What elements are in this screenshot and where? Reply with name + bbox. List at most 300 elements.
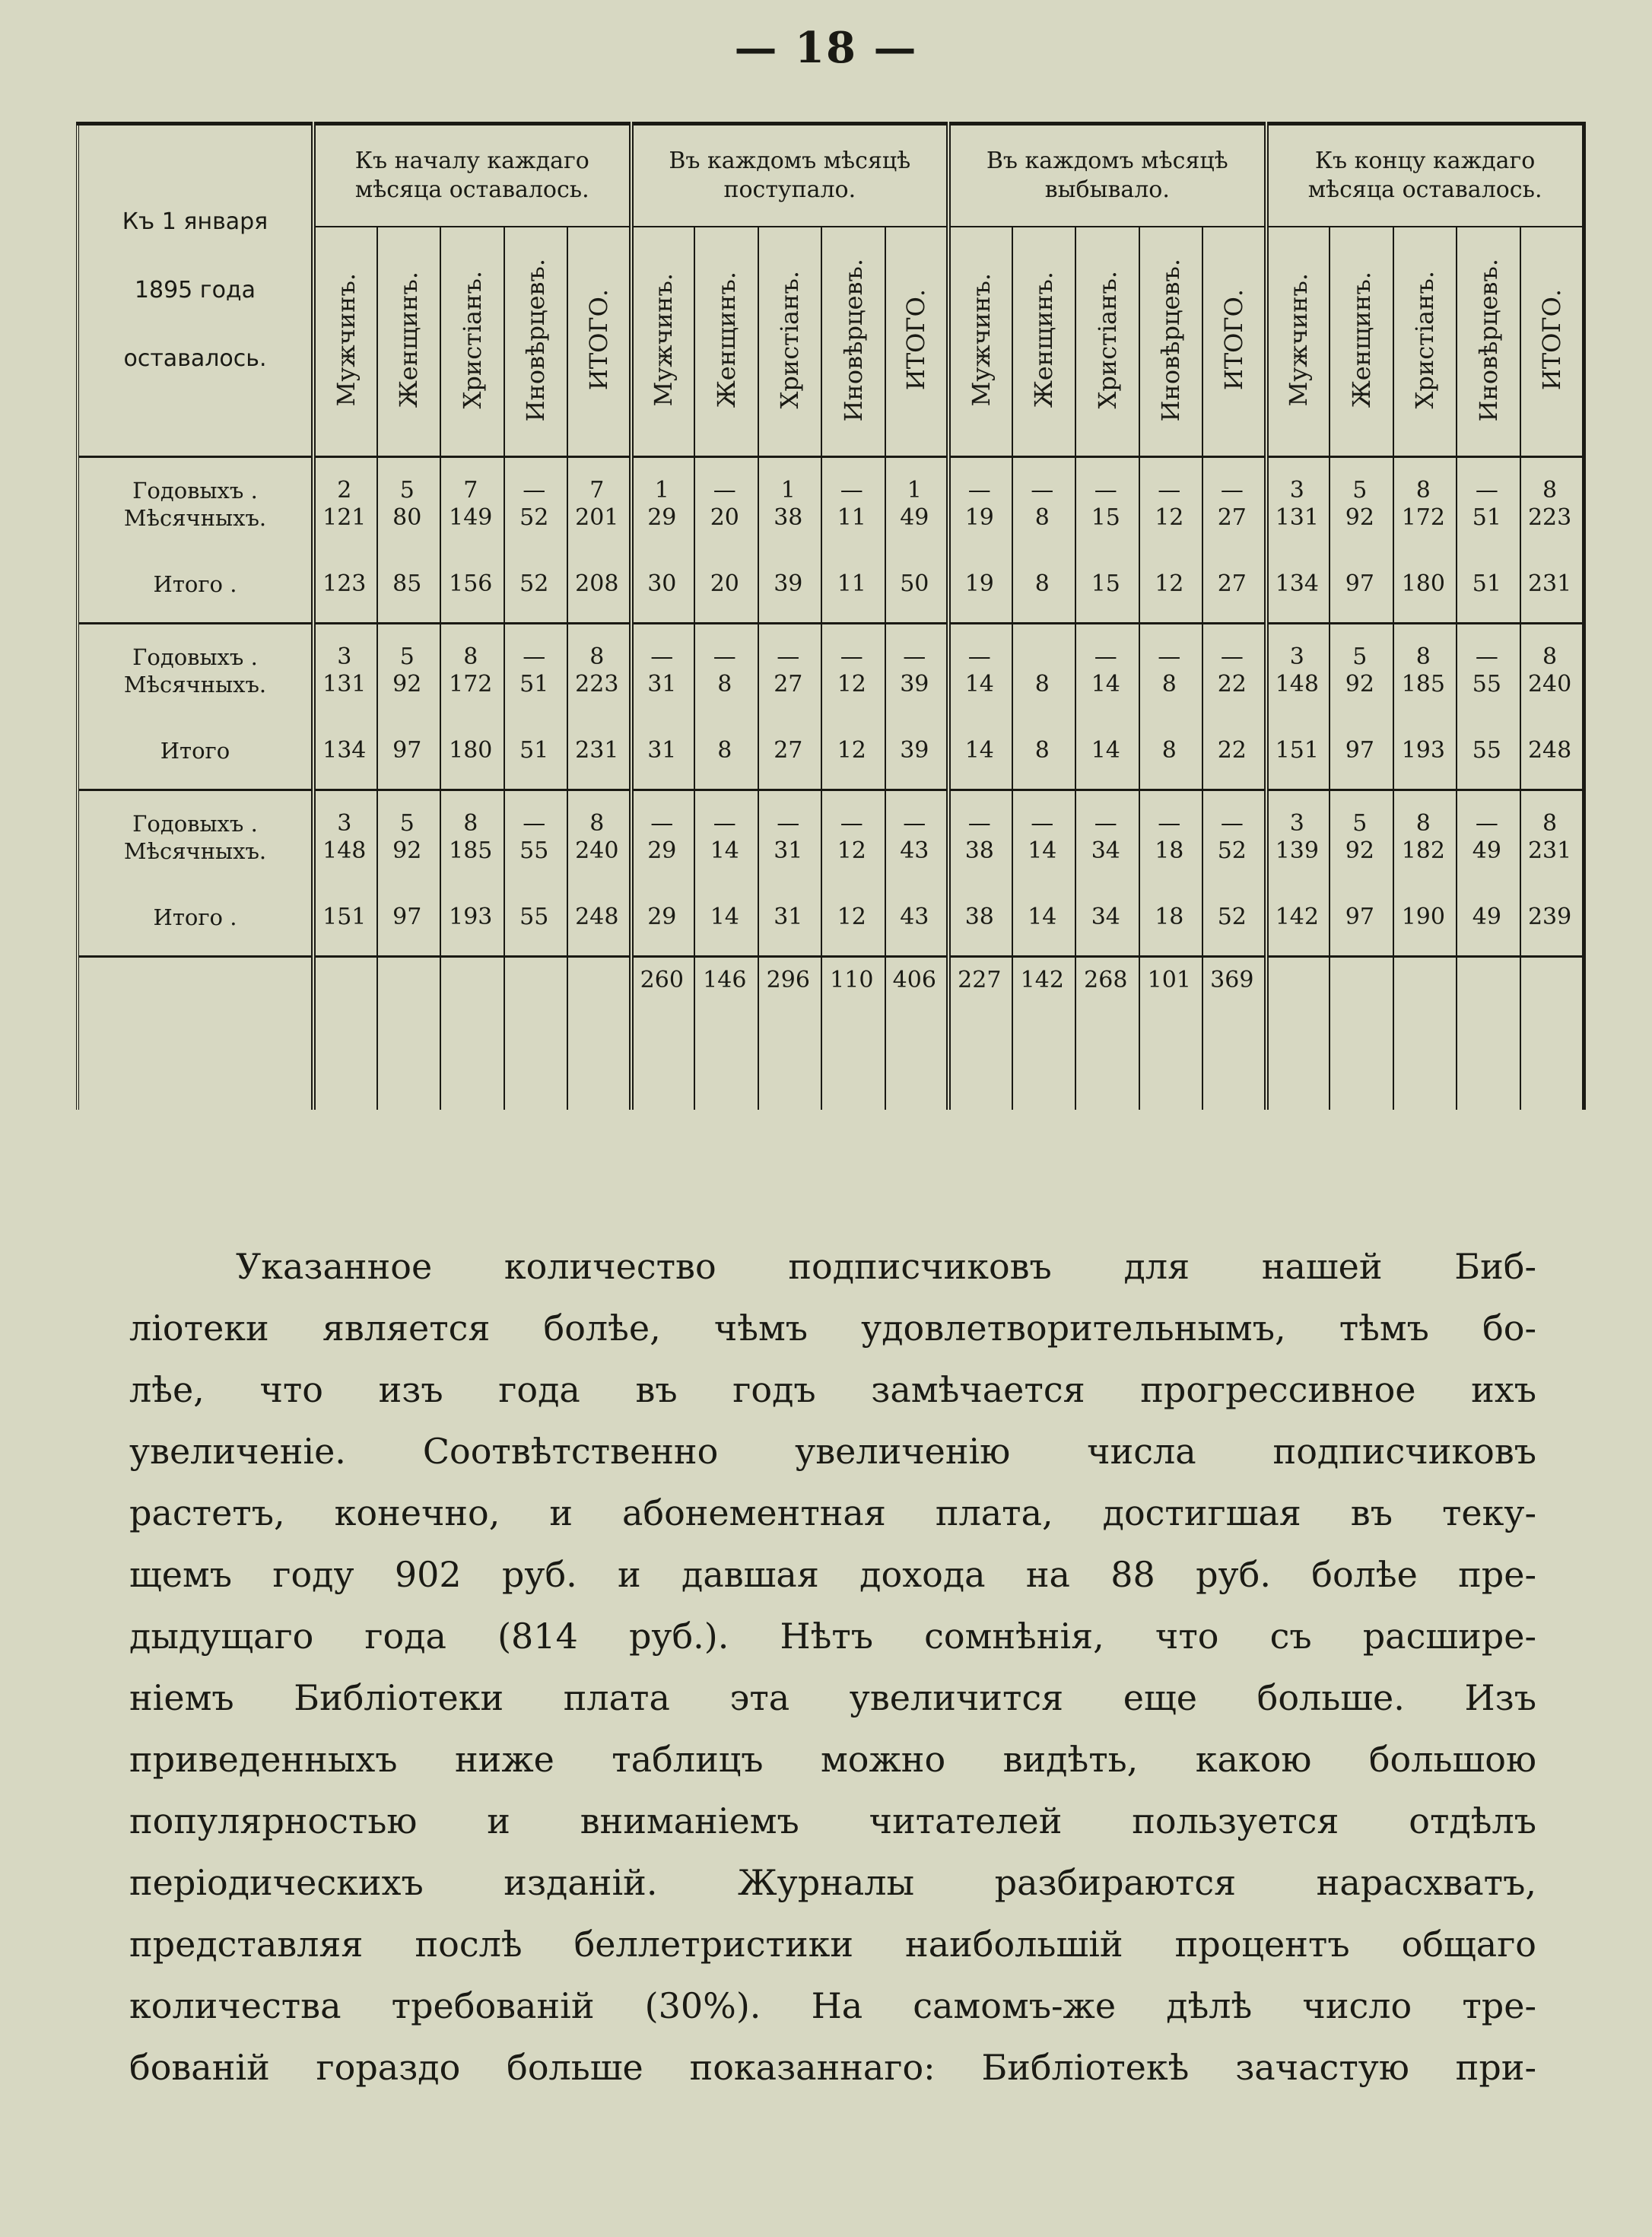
subheader-label: Женщинъ.: [1346, 272, 1376, 408]
table-cell: [377, 790, 441, 880]
cell-total: 20: [710, 570, 739, 597]
cell-monthly: 27: [1217, 504, 1247, 531]
cell-annual: —: [1220, 643, 1244, 670]
cell-monthly: 149: [449, 504, 493, 531]
subheader-departed-women: [1012, 227, 1076, 457]
subheader-start-total: [567, 227, 631, 457]
table-cell-total: [567, 879, 631, 957]
subheader-label: Иновѣрцевъ.: [521, 258, 551, 422]
paragraph-line: представляя послѣ беллетристики наибольшій процентъ общаго: [129, 1924, 1536, 1965]
table-cell-total: [1393, 546, 1457, 624]
table-cell-total: [758, 546, 822, 624]
grand-total-value: 260: [640, 967, 684, 993]
grand-total-cell: [631, 957, 695, 1111]
table-cell: [377, 624, 441, 713]
table-cell-total: [758, 879, 822, 957]
table-cell-total: [1266, 546, 1330, 624]
table-cell: [1457, 624, 1520, 713]
cell-total: 31: [774, 904, 803, 930]
table-cell: [567, 457, 631, 547]
table-cell: [694, 790, 758, 880]
table-cell: [948, 457, 1012, 547]
table-cell: [377, 457, 441, 547]
subheader-label: Христіанъ.: [457, 271, 487, 409]
cell-total: 208: [575, 570, 619, 597]
cell-monthly: 38: [774, 504, 803, 531]
table-cell: [1075, 790, 1139, 880]
cell-monthly: 240: [575, 837, 619, 864]
cell-total: 134: [322, 737, 367, 764]
table-cell-total: [377, 713, 441, 790]
cell-annual: 8: [1415, 477, 1431, 504]
subheader-label: Женщинъ.: [1029, 272, 1059, 408]
cell-total: 22: [1217, 737, 1247, 764]
cell-monthly: 240: [1527, 671, 1572, 697]
left-header-line-3: оставалось.: [123, 345, 267, 372]
cell-annual: 8: [463, 643, 478, 670]
subheader-label: Мужчинъ.: [1284, 273, 1314, 407]
table-cell-total: [1393, 879, 1457, 957]
cell-monthly: 182: [1401, 837, 1445, 864]
table-cell-total: [440, 546, 504, 624]
cell-annual: 8: [1415, 643, 1431, 670]
cell-monthly: 8: [1034, 671, 1050, 697]
table-cell: [1202, 457, 1266, 547]
table-cell: [1139, 624, 1203, 713]
cell-monthly: 49: [1472, 837, 1501, 864]
grand-total-cell: [694, 957, 758, 1111]
row-label-monthly: Мѣсячныхъ.: [123, 838, 267, 864]
row-label-total: [78, 546, 313, 624]
cell-monthly: 34: [1091, 837, 1120, 864]
cell-annual: —: [650, 643, 674, 670]
cell-total: 193: [1401, 737, 1445, 764]
table-cell-total: [821, 879, 885, 957]
cell-monthly: 38: [964, 837, 994, 864]
cell-monthly: 39: [900, 671, 929, 697]
table-cell-total: [1139, 546, 1203, 624]
cell-annual: 5: [1352, 810, 1368, 837]
cell-annual: —: [903, 810, 926, 837]
table-cell-total: [1457, 879, 1520, 957]
cell-annual: 8: [589, 643, 605, 670]
table-cell: [821, 790, 885, 880]
cell-annual: —: [1220, 477, 1244, 504]
subheader-label: Мужчинъ.: [966, 273, 996, 407]
cell-monthly: 148: [1275, 671, 1319, 697]
subheader-label: Иновѣрцевъ.: [1473, 258, 1503, 422]
cell-annual: —: [1094, 477, 1117, 504]
cell-annual: —: [1094, 810, 1117, 837]
cell-total: 51: [519, 737, 549, 764]
grand-total-value: 146: [703, 967, 747, 993]
row-label-total: [78, 713, 313, 790]
table-cell: [694, 624, 758, 713]
table-cell-total: [567, 546, 631, 624]
cell-total: 239: [1527, 904, 1572, 930]
table-cell-total: [313, 879, 377, 957]
table-cell: [1012, 624, 1076, 713]
table-cell: [821, 457, 885, 547]
table-cell: [504, 790, 568, 880]
cell-monthly: 131: [1275, 504, 1319, 531]
cell-annual: —: [523, 477, 546, 504]
grand-total-value: [1521, 958, 1579, 985]
subheader-label: ИТОГО.: [901, 289, 931, 391]
row-label-annual: Годовыхъ .: [132, 644, 258, 670]
table-cell-total: [1266, 879, 1330, 957]
table-row-total-block-3: [78, 879, 1584, 957]
table-cell: [1520, 790, 1584, 880]
subheader-label: Иновѣрцевъ.: [838, 258, 868, 422]
cell-total: 34: [1091, 904, 1120, 930]
cell-annual: —: [523, 810, 546, 837]
table-cell-total: [1202, 879, 1266, 957]
cell-annual: 7: [463, 477, 478, 504]
table-cell-total: [631, 713, 695, 790]
table-cell: [758, 624, 822, 713]
cell-annual: —: [1158, 477, 1181, 504]
grand-total-value: [1269, 958, 1326, 985]
cell-annual: —: [1031, 477, 1054, 504]
cell-monthly: 14: [710, 837, 739, 864]
cell-annual: 3: [1289, 810, 1304, 837]
table-cell: [440, 790, 504, 880]
cell-annual: —: [713, 477, 736, 504]
cell-total: 248: [575, 904, 619, 930]
cell-total: 142: [1275, 904, 1319, 930]
table-cell: [313, 624, 377, 713]
cell-monthly: 55: [1472, 671, 1501, 697]
table-cell-total: [631, 546, 695, 624]
table-cell: [1457, 457, 1520, 547]
grand-total-cell: [1520, 957, 1584, 1111]
grand-total-value: 142: [1020, 967, 1064, 993]
table-cell: [313, 457, 377, 547]
table-cell: [1202, 790, 1266, 880]
table-row-grand-totals: [78, 957, 1584, 1111]
table-cell-total: [313, 546, 377, 624]
cell-total: 43: [900, 904, 929, 930]
cell-total: 11: [837, 570, 866, 597]
cell-annual: 5: [399, 477, 415, 504]
table-cell-total: [631, 879, 695, 957]
cell-total: 19: [964, 570, 994, 597]
cell-annual: —: [777, 810, 800, 837]
table-cell-total: [694, 546, 758, 624]
table-cell-total: [1457, 713, 1520, 790]
cell-annual: —: [713, 810, 736, 837]
cell-total: 134: [1275, 570, 1319, 597]
cell-monthly: 31: [774, 837, 803, 864]
table-cell: [567, 624, 631, 713]
cell-annual: 5: [399, 810, 415, 837]
grand-total-value: 101: [1147, 967, 1191, 993]
grand-total-value: [1394, 958, 1453, 985]
table-cell-total: [1520, 879, 1584, 957]
table-cell: [821, 624, 885, 713]
cell-total: 180: [449, 737, 493, 764]
table-cell: [1393, 457, 1457, 547]
cell-annual: 8: [1542, 810, 1558, 837]
paragraph-line: лѣе, что изъ года въ годъ замѣчается прогрессивное ихъ: [129, 1369, 1536, 1410]
table-row-block-3: [78, 790, 1584, 880]
cell-annual: 5: [1352, 643, 1368, 670]
cell-total: 39: [900, 737, 929, 764]
subheader-end-non-christians: [1457, 227, 1520, 457]
cell-annual: 1: [654, 477, 669, 504]
cell-annual: —: [967, 810, 991, 837]
cell-monthly: 231: [1527, 837, 1572, 864]
table-cell: [1520, 457, 1584, 547]
subheader-arrived-total: [885, 227, 949, 457]
grand-total-value: 110: [830, 967, 874, 993]
grand-total-value: 268: [1084, 967, 1128, 993]
subheader-label: Женщинъ.: [394, 272, 424, 408]
cell-monthly: 148: [322, 837, 367, 864]
cell-total: 8: [717, 737, 732, 764]
table-cell-total: [948, 879, 1012, 957]
cell-monthly: 52: [519, 504, 549, 531]
cell-total: 151: [322, 904, 367, 930]
table-cell-total: [1202, 713, 1266, 790]
cell-total: 52: [1217, 904, 1247, 930]
cell-monthly: 201: [575, 504, 619, 531]
grand-total-value: 227: [958, 967, 1002, 993]
table-row-block-2: [78, 624, 1584, 713]
cell-monthly: 8: [1161, 671, 1177, 697]
paragraph-line: популярностью и вниманіемъ читателей пользуется отдѣлъ: [129, 1800, 1536, 1841]
cell-annual: 8: [463, 810, 478, 837]
table-cell-total: [377, 546, 441, 624]
cell-monthly: 12: [837, 837, 866, 864]
table-cell-total: [1330, 713, 1393, 790]
cell-annual: —: [840, 643, 863, 670]
table-cell-total: [885, 546, 949, 624]
cell-annual: —: [1158, 810, 1181, 837]
row-label-total-text: Итого .: [153, 571, 237, 597]
cell-total: 14: [964, 737, 994, 764]
row-label-annual: Годовыхъ .: [132, 478, 258, 504]
cell-total: 30: [647, 570, 677, 597]
cell-monthly: 29: [647, 504, 677, 531]
table-cell: [1457, 790, 1520, 880]
body-paragraph: [129, 1236, 1536, 2099]
table-cell: [631, 457, 695, 547]
table-cell: [1139, 790, 1203, 880]
cell-monthly: 92: [1345, 671, 1374, 697]
cell-total: 231: [575, 737, 619, 764]
cell-total: 50: [900, 570, 929, 597]
grand-total-value: 406: [892, 967, 936, 993]
cell-monthly: 12: [1155, 504, 1184, 531]
cell-monthly: 22: [1217, 671, 1247, 697]
table-cell-total: [1075, 879, 1139, 957]
grand-total-cell: [821, 957, 885, 1111]
table-cell: [440, 457, 504, 547]
cell-monthly: 12: [837, 671, 866, 697]
table-cell: [1266, 457, 1330, 547]
cell-total: 18: [1155, 904, 1184, 930]
paragraph-line: бованій гораздо больше показаннаго: Библіотекѣ зачастую при-: [129, 2047, 1536, 2088]
cell-total: 14: [710, 904, 739, 930]
cell-annual: 8: [1542, 477, 1558, 504]
group-header-arrived: Въ каждомъ мѣсяцѣ поступало.: [631, 124, 949, 227]
table-cell-total: [440, 879, 504, 957]
table-cell-total: [758, 713, 822, 790]
grand-total-cell: [440, 957, 504, 1111]
paragraph-line: періодическихъ изданій. Журналы разбираются нарасхватъ,: [129, 1862, 1536, 1903]
table-cell-total: [1330, 879, 1393, 957]
cell-total: 231: [1527, 570, 1572, 597]
grand-total-value: [568, 958, 626, 985]
table-row-total-block-1: [78, 546, 1584, 624]
table-cell-total: [313, 713, 377, 790]
table-cell-total: [1139, 713, 1203, 790]
table-cell-total: [821, 713, 885, 790]
table-row-block-1: [78, 457, 1584, 547]
subheader-end-total: [1520, 227, 1584, 457]
cell-monthly: 92: [1345, 837, 1374, 864]
cell-annual: —: [1220, 810, 1244, 837]
cell-monthly: 92: [392, 837, 422, 864]
table-cell: [885, 624, 949, 713]
cell-total: 55: [519, 904, 549, 930]
subheader-label: ИТОГО.: [583, 289, 613, 391]
cell-monthly: 131: [322, 671, 367, 697]
cell-annual: 1: [907, 477, 922, 504]
cell-annual: 7: [589, 477, 605, 504]
subheader-label: Христіанъ.: [1092, 271, 1122, 409]
grand-total-cell: [948, 957, 1012, 1111]
cell-total: 156: [449, 570, 493, 597]
cell-total: 97: [392, 904, 422, 930]
group-header-departed: Въ каждомъ мѣсяцѣ выбывало.: [948, 124, 1266, 227]
cell-monthly: 14: [1028, 837, 1057, 864]
cell-monthly: 8: [717, 671, 732, 697]
grand-total-value: 369: [1210, 967, 1254, 993]
cell-total: 85: [392, 570, 422, 597]
subheader-start-non-christians: [504, 227, 568, 457]
paragraph-line: увеличеніе. Соотвѣтственно увеличенію числа подписчиковъ: [129, 1431, 1536, 1472]
grand-total-value: [505, 958, 564, 985]
cell-annual: —: [1475, 477, 1498, 504]
cell-total: 31: [647, 737, 677, 764]
subheader-label: Иновѣрцевъ.: [1156, 258, 1186, 422]
cell-monthly: 18: [1155, 837, 1184, 864]
cell-monthly: 19: [964, 504, 994, 531]
row-label-pair: [78, 790, 313, 880]
subheader-end-women: [1330, 227, 1393, 457]
table-cell: [567, 790, 631, 880]
cell-annual: 5: [1352, 477, 1368, 504]
grand-total-cell: [758, 957, 822, 1111]
table-cell-total: [504, 713, 568, 790]
table-cell-total: [885, 713, 949, 790]
cell-monthly: 43: [900, 837, 929, 864]
table-cell-total: [1075, 713, 1139, 790]
grand-total-cell: [1012, 957, 1076, 1111]
cell-annual: 2: [337, 477, 352, 504]
cell-monthly: 55: [519, 837, 549, 864]
cell-total: 49: [1472, 904, 1501, 930]
paragraph-line: щемъ году 902 руб. и давшая дохода на 88 руб. болѣе пре-: [129, 1554, 1536, 1595]
cell-monthly: 223: [575, 671, 619, 697]
cell-total: 180: [1401, 570, 1445, 597]
cell-monthly: 92: [1345, 504, 1374, 531]
table-cell-total: [948, 713, 1012, 790]
left-header: [78, 124, 313, 457]
cell-monthly: 29: [647, 837, 677, 864]
grand-total-cell: [885, 957, 949, 1111]
cell-annual: —: [1158, 643, 1181, 670]
cell-monthly: 8: [1034, 504, 1050, 531]
table-cell: [1330, 624, 1393, 713]
subheader-label: ИТОГО.: [1536, 289, 1566, 391]
cell-annual: —: [840, 477, 863, 504]
cell-monthly: 20: [710, 504, 739, 531]
cell-total: 97: [392, 737, 422, 764]
subheader-label: ИТОГО.: [1218, 289, 1248, 391]
subheader-end-men: [1266, 227, 1330, 457]
cell-annual: [1013, 643, 1072, 671]
cell-annual: —: [967, 643, 991, 670]
subheader-departed-men: [948, 227, 1012, 457]
subheader-arrived-christians: [758, 227, 822, 457]
subheader-departed-non-christians: [1139, 227, 1203, 457]
row-label-monthly: Мѣсячныхъ.: [123, 505, 267, 531]
cell-annual: 3: [1289, 643, 1304, 670]
table-cell: [1012, 457, 1076, 547]
table-cell: [440, 624, 504, 713]
page-number: — 18 —: [734, 23, 918, 73]
cell-monthly: 14: [1091, 671, 1120, 697]
cell-total: 15: [1091, 570, 1120, 597]
table-cell-total: [1075, 546, 1139, 624]
table-cell-total: [504, 546, 568, 624]
table-cell: [1202, 624, 1266, 713]
table-cell: [1139, 457, 1203, 547]
subheader-start-christians: [440, 227, 504, 457]
table-cell-total: [377, 879, 441, 957]
cell-annual: —: [1475, 810, 1498, 837]
subheader-start-women: [377, 227, 441, 457]
cell-monthly: 52: [1217, 837, 1247, 864]
table-cell-total: [694, 713, 758, 790]
cell-annual: —: [1031, 810, 1054, 837]
cell-annual: —: [650, 810, 674, 837]
subheader-label: Христіанъ.: [775, 271, 805, 409]
left-header-line-1: Къ 1 января: [122, 208, 268, 235]
table-cell-total: [1330, 546, 1393, 624]
cell-total: 8: [1034, 737, 1050, 764]
cell-annual: 8: [1542, 643, 1558, 670]
table-cell: [1330, 790, 1393, 880]
cell-monthly: 31: [647, 671, 677, 697]
table-row-total-block-2: [78, 713, 1584, 790]
cell-total: 123: [322, 570, 367, 597]
cell-monthly: 92: [392, 671, 422, 697]
cell-monthly: 51: [519, 671, 549, 697]
cell-total: 190: [1401, 904, 1445, 930]
cell-monthly: 139: [1275, 837, 1319, 864]
cell-monthly: 11: [837, 504, 866, 531]
cell-total: 29: [647, 904, 677, 930]
table-cell: [885, 457, 949, 547]
table-cell: [758, 790, 822, 880]
grand-total-value: 296: [766, 967, 810, 993]
table-cell: [1393, 790, 1457, 880]
